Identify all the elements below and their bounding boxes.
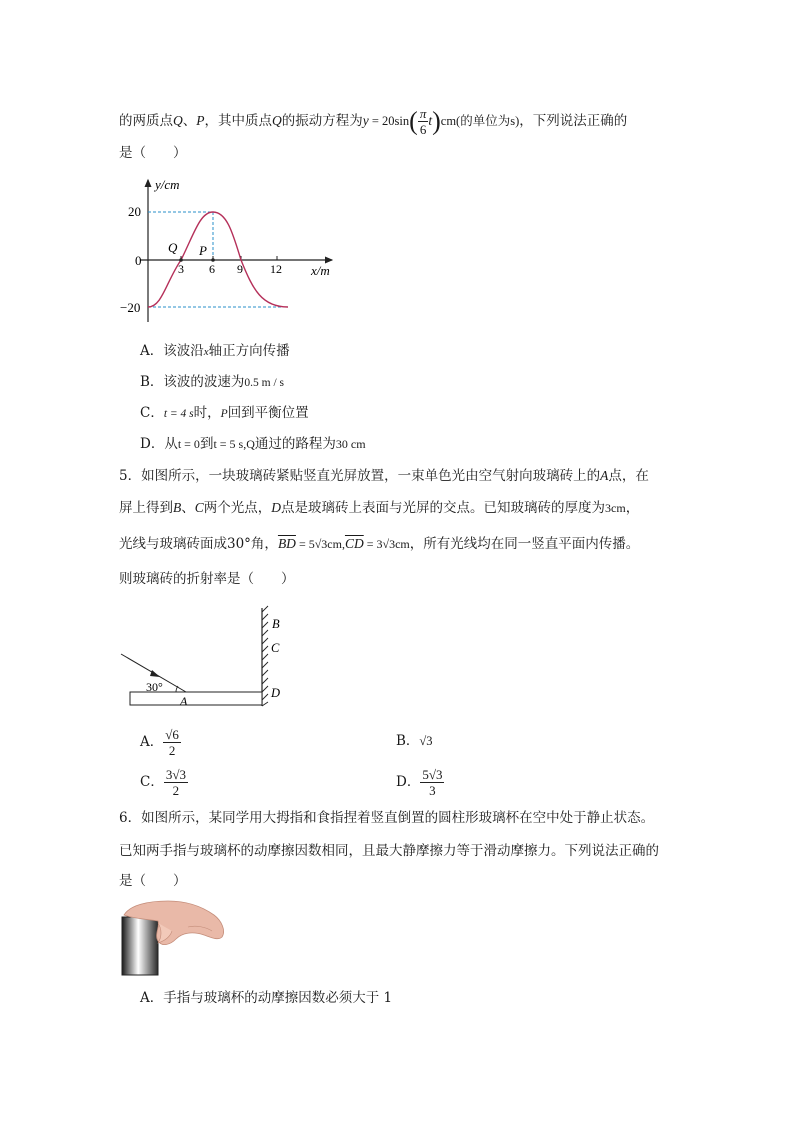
q4-option-c[interactable]: C．t = 4 s时，P回到平衡位置: [140, 405, 309, 421]
glass-block-figure: [116, 604, 296, 714]
equation-y: y: [362, 113, 369, 128]
q5-option-b[interactable]: B．√3: [396, 733, 433, 749]
q4-stem-line2: 是（ ）: [119, 145, 187, 161]
label-q: Q: [168, 240, 178, 255]
hand-glass-figure: [118, 897, 233, 977]
x-tick-12: 12: [270, 262, 282, 276]
q5-option-d[interactable]: D． $\frac{5√3}{3}$: [396, 767, 443, 798]
q4-option-b[interactable]: B．该波的波速为0.5 m / s: [140, 374, 285, 390]
point-b-label: B: [272, 617, 280, 631]
x-axis-label: x/m: [311, 263, 330, 278]
q5-option-c[interactable]: C． $\frac{3√3}{2}$: [140, 767, 186, 798]
q5-option-a[interactable]: A． $\frac{√6}{2}$: [140, 727, 179, 758]
label-p: P: [199, 243, 207, 258]
x-tick-3: 3: [178, 262, 184, 276]
x-tick-6: 6: [209, 262, 215, 276]
equation-fraction: $\frac{\pi}{6}$: [419, 106, 427, 137]
point-a-label: A: [180, 694, 188, 708]
q6-option-a[interactable]: A．手指与玻璃杯的动摩擦因数必须大于 1: [140, 990, 393, 1006]
q6-line1: 6．如图所示，某同学用大拇指和食指捏着竖直倒置的圆柱形玻璃杯在空中处于静止状态。: [119, 810, 655, 826]
angle-label: 30°: [146, 680, 163, 694]
q5-line3: 光线与玻璃砖面成30°角，$\overline{BD} = 5√3cm,\overline{CD} = 3√3cm$，所有光线均在同一竖直平面内传播。: [119, 536, 640, 552]
q5-line2: 屏上得到B、C两个光点，D点是玻璃砖上表面与光屏的交点。已知玻璃砖的厚度为3cm，: [119, 500, 640, 516]
point-c-label: C: [271, 641, 280, 655]
q4-option-d[interactable]: D．从t = 0到t = 5 s,Q通过的路程为30 cm: [140, 436, 366, 452]
y-tick-0: 0: [135, 253, 142, 268]
wave-graph: [110, 172, 350, 332]
y-tick-20: 20: [128, 204, 141, 219]
y-tick-neg20: −20: [120, 300, 141, 315]
q5-line1: 5．如图所示，一块玻璃砖紧贴竖直光屏放置，一束单色光由空气射向玻璃砖上的A点，在: [119, 468, 649, 484]
point-d-label: D: [271, 686, 281, 700]
q6-line3: 是（ ）: [119, 873, 187, 889]
q5-line4: 则玻璃砖的折射率是（ ）: [119, 571, 295, 587]
q4-option-a[interactable]: A．该波沿x轴正方向传播: [140, 343, 290, 359]
y-axis-label: y/cm: [155, 177, 180, 192]
glass-cup: [122, 917, 158, 975]
q4-stem-line1: 的两质点Q、P，其中质点Q的振动方程为y = 20sin( $\frac{\pi}{6}$ t)cm(的单位为s)，下列说法正确的: [119, 106, 628, 137]
x-tick-9: 9: [237, 262, 243, 276]
q6-line2: 已知两手指与玻璃杯的动摩擦因数相同，且最大静摩擦力等于滑动摩擦力。下列说法正确的: [119, 843, 659, 859]
